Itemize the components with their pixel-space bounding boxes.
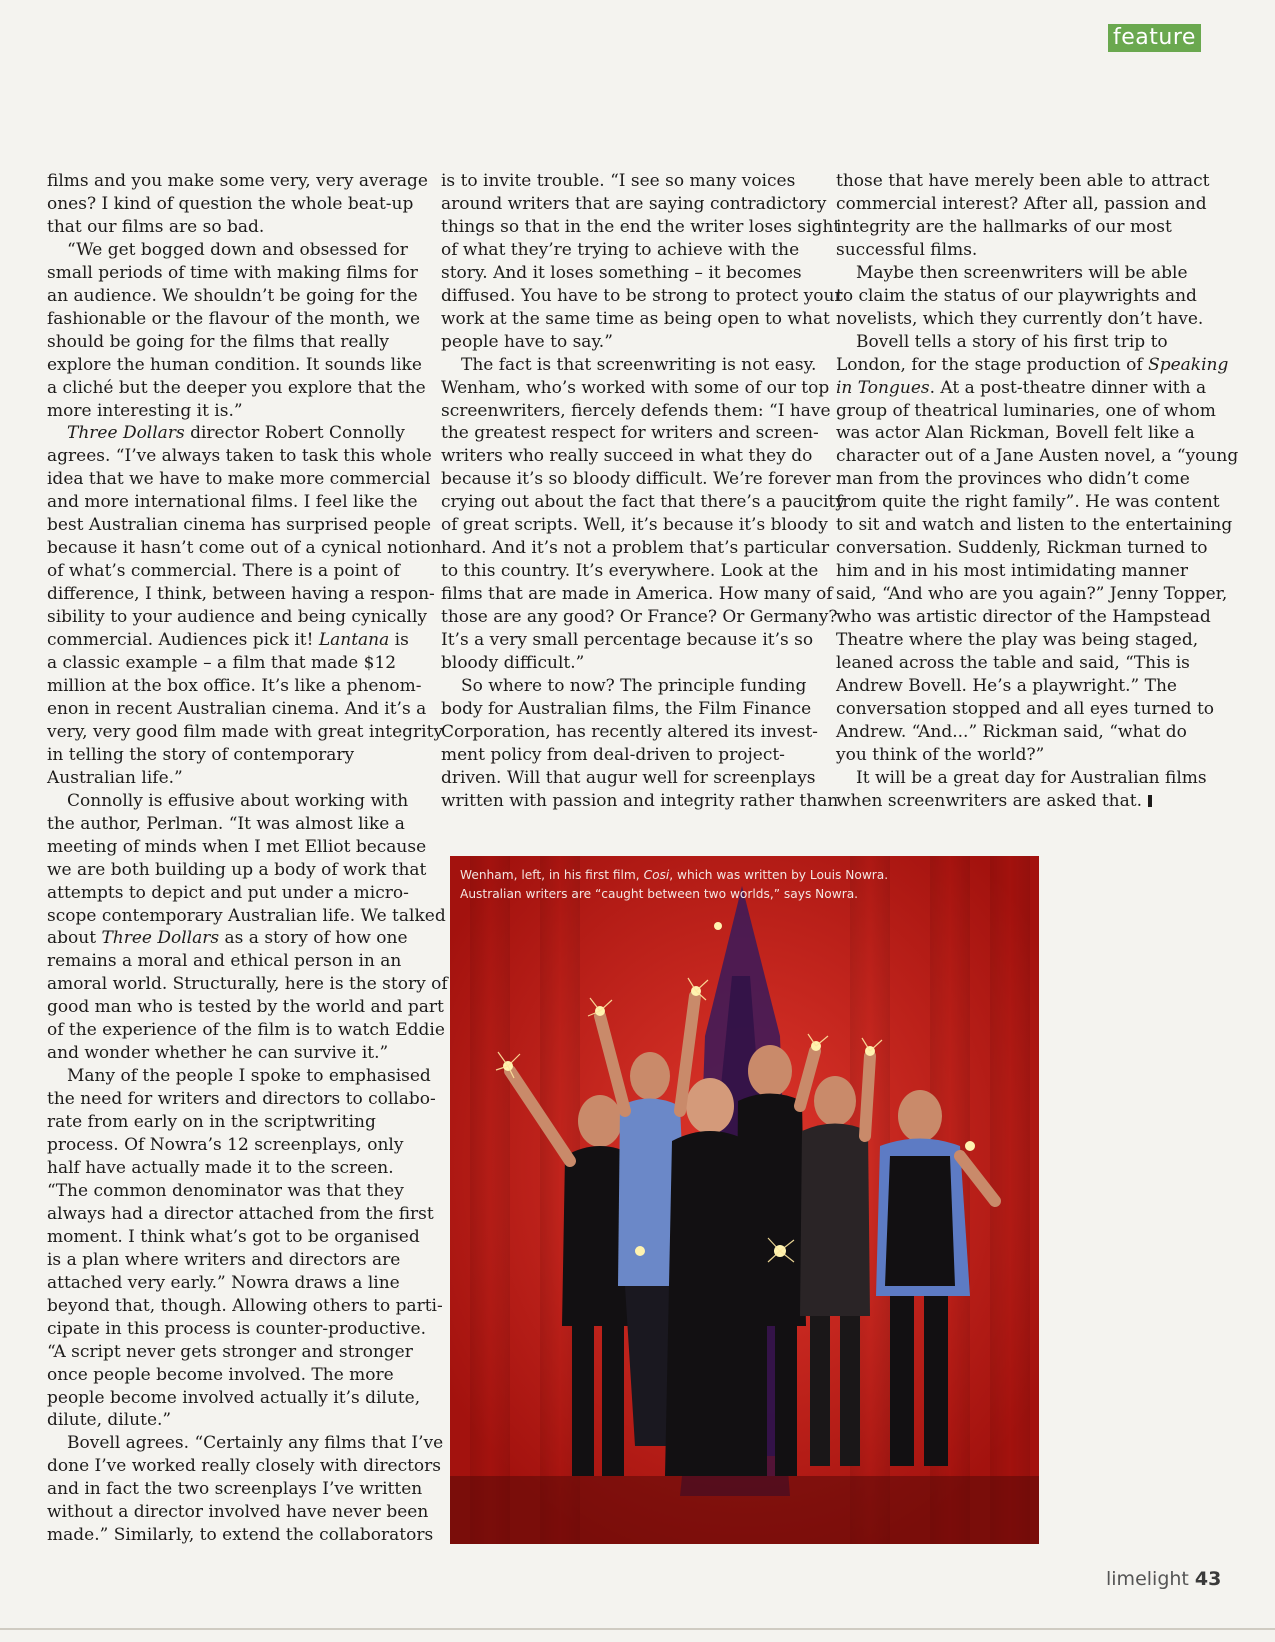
magazine-name: limelight	[1106, 1568, 1189, 1590]
article-paragraph: Bovell tells a story of his first trip to London, for the stage production of Speaking in Tongues. At a post-theatre dinner with a group of theatrical luminaries, one of whom was actor Alan Rickman, Bovell felt like a character out of a Jane Austen novel, a “young man from the provinces who didn’t come from quite the right family”. He was content to sit and watch and listen to the entertaining conversation. Suddenly, Rickman turned to him and in his most intimidating manner said, “And who are you again?” Jenny Topper, who was artistic director of the Hampstead Theatre where the play was being staged, leaned across the table and said, “This is Andrew Bovell. He’s a playwright.” The conversation stopped and all eyes turned to Andrew. “And...” Rickman said, “what do you think of the world?”	[836, 331, 1239, 765]
article-paragraph: Three Dollars director Robert Connolly agrees. “I’ve always taken to task this whole idea that we have to make more commercial and more international films. I feel like the best Australian cinema has surprised people because it hasn’t come out of a cynical notion of what’s commercial. There is a point of difference, I think, between having a respon- sibility to your audience and being cynically commercial. Audiences pick it! Lantana is a classic example – a film that made $12 million at the box office. It’s like a phenom- enon in recent Australian cinema. And it’s a very, very good film made with great integrity in telling the story of contemporary Australian life.”	[47, 423, 444, 788]
italic-title: Three Dollars	[101, 928, 220, 949]
article-paragraph: It will be a great day for Australian films when screenwriters are asked that.	[836, 767, 1207, 811]
article-paragraph: Bovell agrees. “Certainly any films that I’ve done I’ve worked really closely with directors and in fact the two screenplays I’ve written without a director involved have never been made.” Similarly, to extend the collaborators	[47, 1433, 444, 1546]
article-paragraph: The fact is that screenwriting is not easy. Wenham, who’s worked with some of our top screenwriters, fiercely defends them: “I have the greatest respect for writers and screen- writers who really succeed in what they do because it’s so bloody difficult. We’re forever crying out about the fact that there’s a paucity of great scripts. Well, it’s because it’s bloody hard. And it’s not a problem that’s particular to this country. It’s everywhere. Look at the films that are made in America. How many of those are any good? Or France? Or Germany? It’s a very small percentage because it’s so bloody difficult.”	[441, 354, 845, 674]
article-paragraph: So where to now? The principle funding body for Australian films, the Film Finance Corporation, has recently altered its invest- ment policy from deal-driven to project- driven. Will that augur well for screenplays written with passion and integrity rather than	[441, 675, 839, 811]
cast-photo-illustration	[450, 856, 1039, 1544]
page-footer	[1106, 1568, 1221, 1590]
italic-title: Cosi	[643, 868, 670, 882]
article-column-2	[441, 170, 845, 813]
article-paragraph: Many of the people I spoke to emphasised the need for writers and directors to collabo- rate from early on in the scriptwriting process. Of Nowra’s 12 screenplays, only half have actually made it to the screen. “The common denominator was that they always had a director attached from the first moment. I think what’s got to be organised is a plan where writers and directors are attached very early.” Nowra draws a line beyond that, though. Allowing others to parti- cipate in this process is counter-productive. “A script never gets stronger and stronger once people become involved. The more people become involved actually it’s dilute, dilute, dilute.”	[47, 1066, 443, 1431]
article-paragraph: Maybe then screenwriters will be able to claim the status of our playwrights and novelists, which they currently don’t have.	[836, 262, 1204, 329]
photo-caption: Wenham, left, in his first film, Cosi, which was written by Louis Nowra. Australian writers are “caught between two worlds,” says Nowra.	[460, 868, 889, 901]
article-paragraph: those that have merely been able to attract commercial interest? After all, passion and integrity are the hallmarks of our most successful films.	[836, 171, 1210, 260]
italic-title: in Tongues	[836, 377, 930, 398]
article-paragraph: films and you make some very, very average ones? I kind of question the whole beat-up that our films are so bad.	[47, 171, 428, 237]
article-paragraph: Connolly is effusive about working with the author, Perlman. “It was almost like a meeting of minds when I met Elliot because we are both building up a body of work that attempts to depict and put under a micro- scope contemporary Australian life. We talked about Three Dollars as a story of how one remains a moral and ethical person in an amoral world. Structurally, here is the story of good man who is tested by the world and part of the experience of the film is to watch Eddie and wonder whether he can survive it.”	[47, 790, 448, 1064]
bottom-rule	[0, 1628, 1275, 1630]
article-paragraph: is to invite trouble. “I see so many voices around writers that are saying contradictory things so that in the end the writer loses sight of what they’re trying to achieve with the story. And it loses something – it becomes diffused. You have to be strong to protect your work at the same time as being open to what people have to say.”	[441, 171, 843, 352]
section-tab: feature	[1108, 24, 1201, 52]
article-paragraph: “We get bogged down and obsessed for small periods of time with making films for an audience. We shouldn’t be going for the fashionable or the flavour of the month, we should be going for the films that really explore the human condition. It sounds like a cliché but the deeper you explore that the more interesting it is.”	[47, 239, 426, 421]
article-column-3	[836, 170, 1239, 813]
film-still-photo	[450, 856, 1039, 1544]
end-mark	[1148, 795, 1152, 807]
page-number: 43	[1194, 1568, 1222, 1590]
italic-title: Lantana	[318, 630, 390, 651]
italic-title: Three Dollars	[67, 423, 185, 444]
article-column-1	[47, 170, 448, 1547]
italic-title: Speaking	[1148, 354, 1229, 375]
